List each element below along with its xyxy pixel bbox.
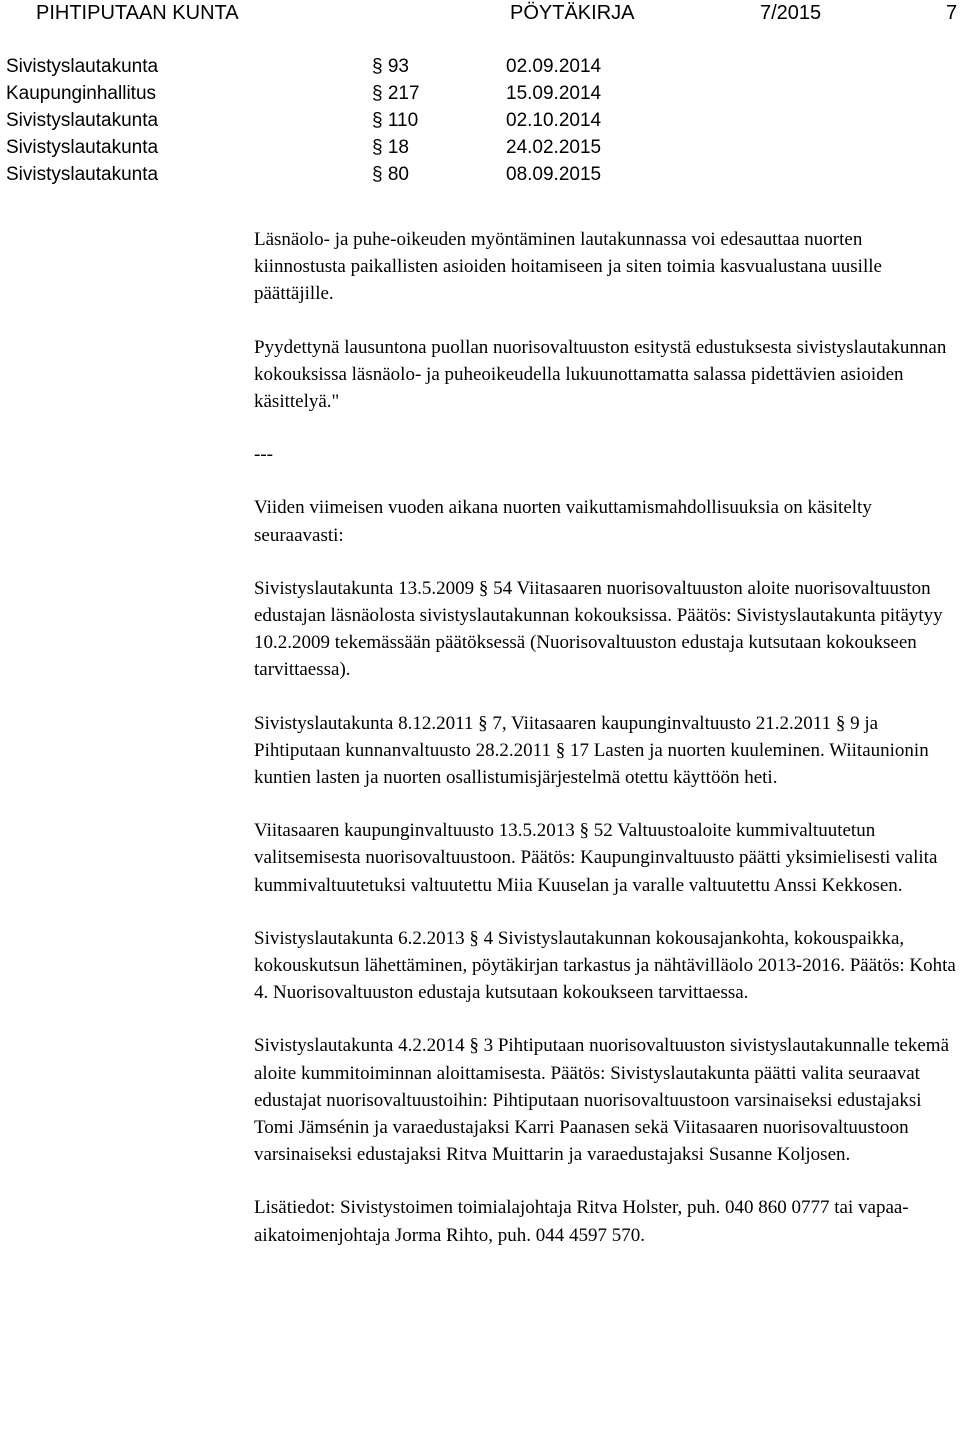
paragraph-history-intro: Viiden viimeisen vuoden aikana nuorten vaikuttamismahdollisuuksia on käsitelty seuraavasti: — [254, 497, 872, 546]
reference-date: 02.10.2014 — [506, 110, 602, 131]
reference-row — [6, 137, 706, 164]
paragraph-history-2013-council: Viitasaaren kaupunginvaltuusto 13.5.2013 § 52 Valtuustoaloite kummivaltuutetun valitsemisesta nuorisovaltuustoon. Päätös: Kaupunginvaltuusto päätti yksimielisesti valita kummivaltuutetuksi valtuutettu Miia Kuuselan ja varalle valtuutettu Anssi Kekkosen. — [254, 820, 938, 896]
reference-date: 24.02.2015 — [506, 137, 602, 158]
reference-body: Sivistyslautakunta — [6, 137, 159, 158]
reference-body: Kaupunginhallitus — [6, 83, 157, 104]
reference-paragraph: § 80 — [372, 164, 409, 185]
reference-paragraph: § 110 — [372, 110, 419, 131]
document-number: 7/2015 — [760, 2, 822, 24]
paragraph-history-2011: Sivistyslautakunta 8.12.2011 § 7, Viitasaaren kaupunginvaltuusto 21.2.2011 § 9 ja Pihtiputaan kunnanvaltuusto 28.2.2011 § 17 Lasten ja nuorten kuuleminen. Wiitaunionin kuntien lasten ja nuorten osallistumisjärjestelmä otettu käyttöön heti. — [254, 712, 929, 789]
reference-body: Sivistyslautakunta — [6, 110, 159, 131]
reference-date: 08.09.2015 — [506, 164, 602, 185]
paragraph-history-2013-board: Sivistyslautakunta 6.2.2013 § 4 Sivistyslautakunnan kokousajankohta, kokouspaikka, kokouskutsun lähettäminen, pöytäkirjan tarkastus ja nähtävilläolo 2013-2016. Päätös: Kohta 4. Nuorisovaltuuston edustaja kutsutaan kokoukseen tarvittaessa. — [254, 927, 956, 1004]
reference-row — [6, 83, 706, 110]
document-body — [254, 226, 958, 1249]
reference-paragraph: § 18 — [372, 137, 409, 158]
reference-paragraph: § 217 — [372, 83, 420, 104]
page-header — [0, 2, 960, 30]
paragraph-contact-info: Lisätiedot: Sivistystoimen toimialajohtaja Ritva Holster, puh. 040 860 0777 tai vapaa-aikatoimenjohtaja Jorma Rihto, puh. 044 4597 570. — [254, 1197, 909, 1246]
reference-date: 02.09.2014 — [506, 56, 602, 77]
reference-body: Sivistyslautakunta — [6, 164, 159, 185]
section-separator: --- — [254, 444, 273, 466]
paragraph-history-2009: Sivistyslautakunta 13.5.2009 § 54 Viitasaaren nuorisovaltuuston aloite nuorisovaltuuston edustajan läsnäolosta sivistyslautakunnan kokouksissa. Päätös: Sivistyslautakunta pitäytyy 10.2.2009 tekemässään päätöksessä (Nuorisovaltuuston edustaja kutsutaan kokoukseen tarvittaessa). — [254, 577, 943, 681]
reference-row — [6, 110, 706, 137]
document-type: PÖYTÄKIRJA — [510, 2, 635, 24]
paragraph-statement: Pyydettynä lausuntona puollan nuorisovaltuuston esitystä edustuksesta sivistyslautakunnan kokouksissa läsnäolo- ja puheoikeudella lukuunottamatta salassa pidettävien asioiden käsittelyä." — [254, 336, 947, 413]
page-number: 7 — [946, 2, 958, 24]
paragraph-history-2014: Sivistyslautakunta 4.2.2014 § 3 Pihtiputaan nuorisovaltuuston sivistyslautakunnalle tekemä aloite kummitoiminnan aloittamisesta. Päätös: Sivistyslautakunta päätti valita seuraavat edustajat nuorisovaltuustoihin: Pihtiputaan nuorisovaltuustoon varsinaiseksi edustajaksi Tomi Jämsénin ja varaedustajaksi Karri Paanasen sekä Viitasaaren nuorisovaltuustoon varsinaiseksi edustajaksi Ritva Muittarin ja varaedustajaksi Susanne Koljosen. — [254, 1035, 950, 1166]
reference-date: 15.09.2014 — [506, 83, 602, 104]
paragraph-participation: Läsnäolo- ja puhe-oikeuden myöntäminen lautakunnassa voi edesauttaa nuorten kiinnostusta paikallisten asioiden hoitamiseen ja siten toimia kasvualustana uusille päättäjille. — [254, 229, 882, 305]
reference-paragraph: § 93 — [372, 56, 409, 77]
reference-row — [6, 164, 706, 191]
municipality-name: PIHTIPUTAAN KUNTA — [36, 2, 239, 24]
reference-body: Sivistyslautakunta — [6, 56, 159, 77]
reference-list — [6, 56, 706, 191]
reference-row — [6, 56, 706, 83]
